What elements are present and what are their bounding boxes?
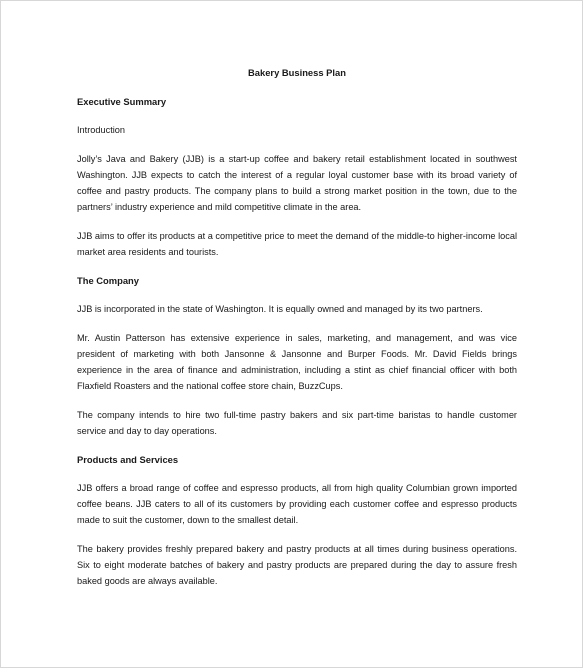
paragraph: Mr. Austin Patterson has extensive experience in sales, marketing, and management, and was vice president of marketing with both Jansonne & Jansonne and Burper Foods. Mr. David Fields brings experience in the area of finance and administration, including a stint as chief financial officer with both Flaxfield Roasters and the national coffee store chain, BuzzCups. bbox=[77, 333, 517, 391]
paragraph: The company intends to hire two full-time pastry bakers and six part-time baristas to handle customer service and day to day operations. bbox=[77, 410, 517, 436]
section-heading-products-and-services: Products and Services bbox=[77, 454, 179, 465]
paragraph: JJB aims to offer its products at a competitive price to meet the demand of the middle-to higher-income local market area residents and tourists. bbox=[77, 231, 517, 257]
section-heading-executive-summary: Executive Summary bbox=[77, 96, 167, 107]
paragraph: JJB offers a broad range of coffee and espresso products, all from high quality Columbian grown imported coffee beans. JJB caters to all of its customers by providing each customer coffee and espresso products made to suit the customer, down to the smallest detail. bbox=[77, 483, 517, 525]
document-body bbox=[77, 65, 517, 602]
section-heading-the-company: The Company bbox=[77, 275, 139, 286]
document-title: Bakery Business Plan bbox=[248, 67, 346, 78]
paragraph: JJB is incorporated in the state of Washington. It is equally owned and managed by its two partners. bbox=[77, 304, 483, 314]
paragraph: The bakery provides freshly prepared bakery and pastry products at all times during business operations. Six to eight moderate batches of bakery and pastry products are prepared during the day to assure fresh baked goods are always available. bbox=[77, 544, 517, 586]
subheading-introduction: Introduction bbox=[77, 125, 126, 135]
paragraph: Jolly’s Java and Bakery (JJB) is a start-up coffee and bakery retail establishment located in southwest Washington. JJB expects to catch the interest of a regular loyal customer base with its broad variety of coffee and pastry products. The company plans to build a strong market position in the town, due to the partners’ industry experience and mild competitive climate in the area. bbox=[77, 154, 517, 212]
